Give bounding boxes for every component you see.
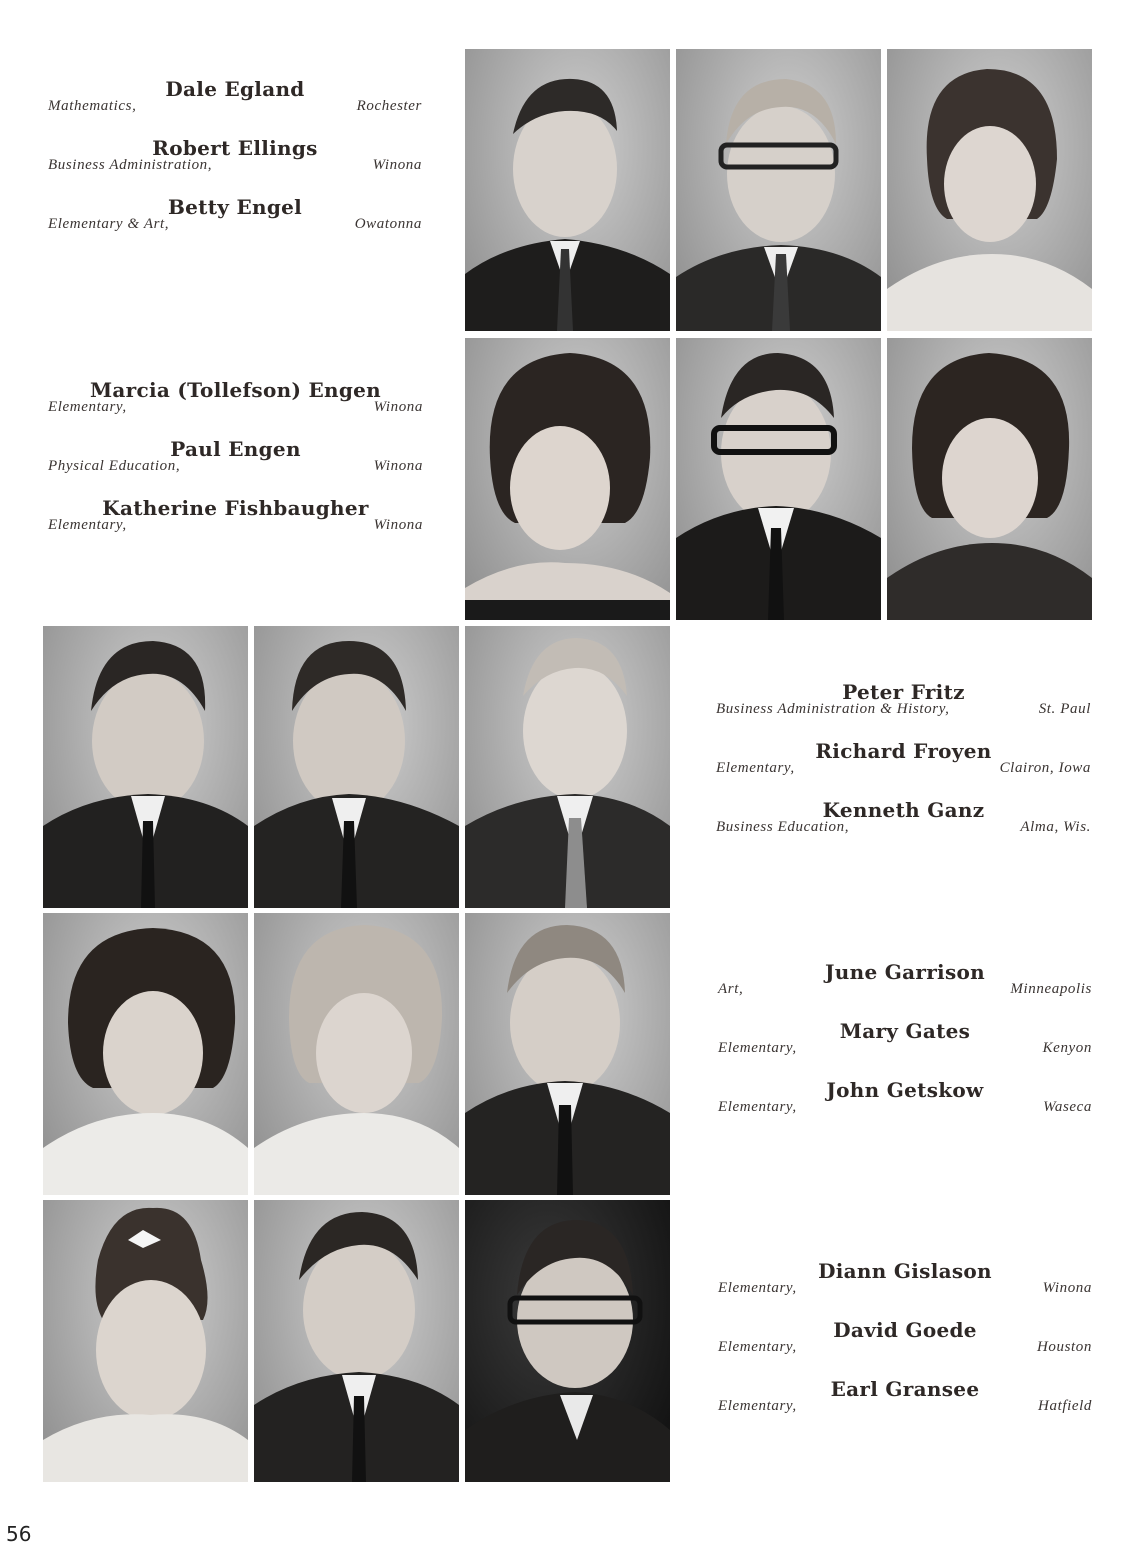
student-major: Elementary, (718, 1280, 797, 1296)
student-hometown: Winona (373, 517, 423, 533)
caption-group-1 (48, 77, 422, 254)
student-entry (718, 960, 1092, 1019)
portrait-photo-mary-gates (254, 913, 459, 1195)
student-hometown: Winona (372, 157, 422, 173)
student-name: David Goede (833, 1318, 977, 1342)
student-name: June Garrison (825, 960, 985, 984)
student-hometown: Minneapolis (1010, 981, 1092, 997)
student-entry (48, 77, 422, 136)
portrait-photo-david-goede (254, 1200, 459, 1482)
student-name: Earl Gransee (830, 1377, 980, 1401)
student-hometown: Kenyon (1042, 1040, 1092, 1056)
student-hometown: Winona (373, 399, 423, 415)
student-hometown: Winona (373, 458, 423, 474)
student-name: Kenneth Ganz (822, 798, 985, 822)
student-entry (716, 739, 1091, 798)
student-major: Business Administration, (48, 157, 213, 173)
student-name: Dale Egland (165, 77, 305, 101)
student-entry (48, 437, 423, 496)
student-entry (718, 1318, 1092, 1377)
student-hometown: St. Paul (1038, 701, 1091, 717)
student-hometown: Rochester (356, 98, 422, 114)
student-entry (48, 378, 423, 437)
student-entry (716, 798, 1091, 857)
caption-group-4 (718, 960, 1092, 1137)
student-name: Paul Engen (170, 437, 301, 461)
student-entry (718, 1019, 1092, 1078)
portrait-photo-marcia-engen (465, 338, 670, 620)
student-name: John Getskow (826, 1078, 984, 1102)
portrait-photo-katherine-fishbaugher (887, 338, 1092, 620)
student-hometown: Alma, Wis. (1020, 819, 1091, 835)
portrait-photo-richard-froyen (254, 626, 459, 908)
student-major: Elementary, (48, 399, 127, 415)
portrait-photo-paul-engen (676, 338, 881, 620)
student-major: Elementary & Art, (48, 216, 170, 232)
student-entry (718, 1259, 1092, 1318)
caption-group-2 (48, 378, 423, 555)
portrait-photo-peter-fritz (43, 626, 248, 908)
student-major: Elementary, (718, 1040, 797, 1056)
portrait-photo-dale-egland (465, 49, 670, 331)
portrait-photo-kenneth-ganz (465, 626, 670, 908)
student-major: Business Education, (716, 819, 850, 835)
student-entry (716, 680, 1091, 739)
portrait-photo-robert-ellings (676, 49, 881, 331)
student-hometown: Winona (1042, 1280, 1092, 1296)
student-hometown: Waseca (1043, 1099, 1092, 1115)
student-major: Elementary, (718, 1099, 797, 1115)
student-name: Marcia (Tollefson) Engen (89, 378, 382, 402)
portrait-photo-diann-gislason (43, 1200, 248, 1482)
portrait-photo-earl-gransee (465, 1200, 670, 1482)
student-major: Art, (718, 981, 744, 997)
student-major: Business Administration & History, (716, 701, 950, 717)
student-major: Elementary, (718, 1398, 797, 1414)
student-entry (718, 1078, 1092, 1137)
student-major: Elementary, (48, 517, 127, 533)
caption-group-3 (716, 680, 1091, 857)
portrait-photo-betty-engel (887, 49, 1092, 331)
student-major: Mathematics, (48, 98, 137, 114)
student-entry (48, 195, 422, 254)
student-hometown: Clairon, Iowa (999, 760, 1091, 776)
portrait-photo-john-getskow (465, 913, 670, 1195)
student-hometown: Houston (1036, 1339, 1092, 1355)
student-name: Mary Gates (839, 1019, 971, 1043)
student-name: Betty Engel (167, 195, 303, 219)
student-entry (48, 136, 422, 195)
student-major: Physical Education, (48, 458, 181, 474)
student-name: Katherine Fishbaugher (102, 496, 369, 520)
student-hometown: Hatfield (1038, 1398, 1092, 1414)
student-name: Peter Fritz (842, 680, 965, 704)
student-entry (48, 496, 423, 555)
page-number: 56 (6, 1522, 32, 1546)
student-name: Diann Gislason (818, 1259, 992, 1283)
student-name: Richard Froyen (815, 739, 992, 763)
student-major: Elementary, (718, 1339, 797, 1355)
student-entry (718, 1377, 1092, 1436)
portrait-photo-june-garrison (43, 913, 248, 1195)
caption-group-5 (718, 1259, 1092, 1436)
student-hometown: Owatonna (354, 216, 422, 232)
student-major: Elementary, (716, 760, 795, 776)
student-name: Robert Ellings (152, 136, 318, 160)
